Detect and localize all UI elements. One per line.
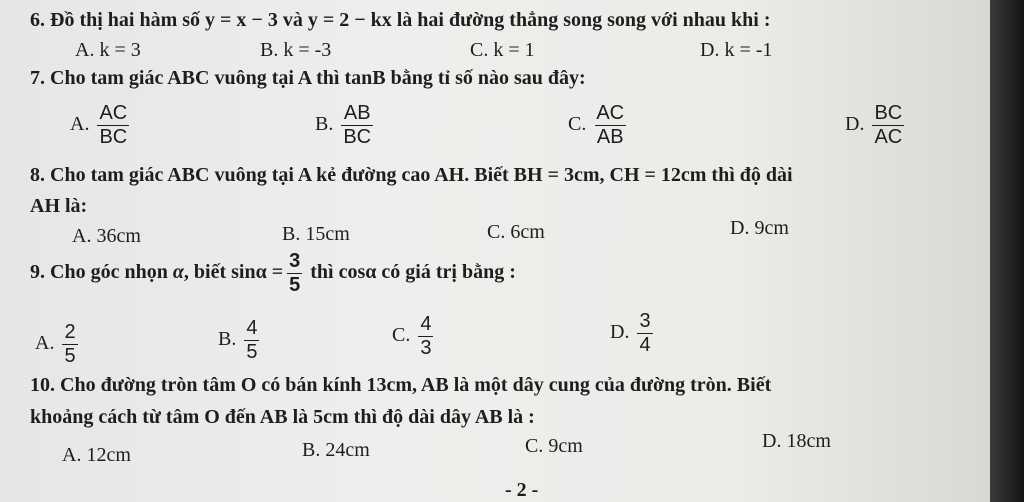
q9-option-d-letter: D. (610, 321, 630, 344)
q9-sine-numerator: 3 (289, 250, 301, 272)
q9-option-a-letter: A. (35, 332, 55, 355)
q7-option-c (568, 102, 626, 149)
dark-background-edge (990, 0, 1024, 502)
q7-option-c-letter: C. (568, 113, 587, 136)
question-8-stem-line-2: AH là: (30, 195, 88, 217)
q7-b-numerator: AB (343, 102, 371, 124)
q9-b-numerator: 4 (246, 317, 258, 339)
q9-sine-fraction (287, 250, 302, 297)
q10-option-b: B. 24cm (302, 439, 370, 461)
page-number: - 2 - (505, 479, 539, 501)
q7-a-denominator: BC (99, 126, 128, 148)
q6-option-b: B. k = -3 (260, 39, 332, 61)
question-8-stem-line-1: 8. Cho tam giác ABC vuông tại A kẻ đường cao AH. Biết BH = 3cm, CH = 12cm thì độ dài (30, 164, 793, 186)
q7-option-a-letter: A. (70, 113, 90, 136)
q7-option-d-fraction (872, 102, 904, 149)
question-6-stem: 6. Đồ thị hai hàm số y = x − 3 và y = 2 − kx là hai đường thẳng song song với nhau khi : (30, 9, 771, 31)
q9-a-denominator: 5 (64, 345, 76, 367)
q9-option-a (35, 321, 78, 368)
q9-option-d-fraction (637, 310, 652, 357)
question-10-stem-line-1: 10. Cho đường tròn tâm O có bán kính 13cm, AB là một dây cung của đường tròn. Biết (30, 374, 772, 396)
q9-option-a-fraction (62, 321, 77, 368)
q6-option-d: D. k = -1 (700, 39, 773, 61)
q9-d-denominator: 4 (639, 334, 651, 356)
q7-option-a-fraction (97, 102, 129, 149)
q8-option-d: D. 9cm (730, 217, 789, 239)
q7-option-b-fraction (341, 102, 373, 149)
q8-option-a: A. 36cm (72, 225, 141, 247)
q7-d-denominator: AC (874, 126, 903, 148)
q9-stem-suffix: thì cosα có giá trị bằng : (310, 261, 516, 284)
question-10-stem-line-2: khoảng cách từ tâm O đến AB là 5cm thì độ dài dây AB là : (30, 406, 535, 428)
q9-option-b-letter: B. (218, 328, 237, 351)
q9-option-c-letter: C. (392, 324, 411, 347)
q9-alpha-symbol: α (172, 261, 184, 284)
q9-stem-mid: , biết sinα = (183, 261, 284, 284)
q7-option-d-letter: D. (845, 113, 865, 136)
q9-option-c-fraction (418, 313, 433, 360)
q7-option-d (845, 102, 904, 149)
q7-option-c-fraction (594, 102, 626, 149)
q7-c-numerator: AC (596, 102, 625, 124)
q10-option-a: A. 12cm (62, 444, 131, 466)
q9-option-b (218, 317, 259, 364)
q9-c-numerator: 4 (420, 313, 432, 335)
q8-option-c: C. 6cm (487, 221, 545, 243)
q7-a-numerator: AC (99, 102, 128, 124)
q9-option-d (610, 310, 653, 357)
q6-option-c: C. k = 1 (470, 39, 535, 61)
q7-option-b (315, 102, 373, 149)
question-9-stem (30, 250, 516, 297)
q7-b-denominator: BC (343, 126, 372, 148)
q9-d-numerator: 3 (639, 310, 651, 332)
q9-c-denominator: 3 (420, 337, 432, 359)
q7-c-denominator: AB (596, 126, 624, 148)
q9-sine-denominator: 5 (289, 274, 301, 296)
question-7-stem: 7. Cho tam giác ABC vuông tại A thì tanB bằng tỉ số nào sau đây: (30, 67, 586, 89)
q7-option-b-letter: B. (315, 113, 334, 136)
q9-option-c (392, 313, 433, 360)
q7-option-a (70, 102, 129, 149)
q6-option-a: A. k = 3 (75, 39, 141, 61)
q7-d-numerator: BC (874, 102, 903, 124)
q10-option-d: D. 18cm (762, 430, 831, 452)
q9-stem-prefix: 9. Cho góc nhọn (30, 261, 168, 284)
q9-option-b-fraction (244, 317, 259, 364)
q10-option-c: C. 9cm (525, 435, 583, 457)
q9-b-denominator: 5 (246, 341, 258, 363)
q8-option-b: B. 15cm (282, 223, 350, 245)
q9-a-numerator: 2 (64, 321, 76, 343)
